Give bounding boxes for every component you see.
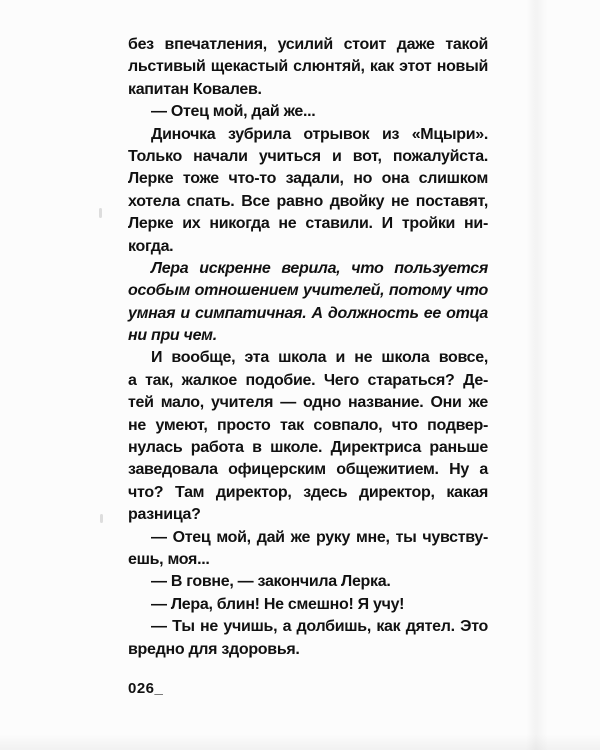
scan-bottom-shading xyxy=(0,734,600,750)
text-line: ни при чем. xyxy=(128,327,217,345)
text-line: — Отец мой, дай же... xyxy=(151,103,316,121)
paragraph xyxy=(128,616,488,661)
text-line: — Ты не учишь, а долбишь, как дятел. Это xyxy=(151,618,488,636)
text-line: тей мало, учителя — одно название. Они же xyxy=(128,394,488,412)
page-text xyxy=(128,34,488,661)
scan-speck xyxy=(99,208,102,218)
paragraph xyxy=(128,347,488,526)
scan-speck xyxy=(100,514,103,523)
text-line: без впечатления, усилий стоит даже такой xyxy=(128,36,488,53)
page-number: 026_ xyxy=(128,680,164,697)
scan-edge-shading xyxy=(526,0,548,750)
text-line: а так, жалкое подобие. Чего стараться? Де- xyxy=(128,371,488,389)
text-line: нулась работа в школе. Директриса раньше xyxy=(128,439,488,457)
text-line: не умеют, просто так совпало, что подвер- xyxy=(128,416,488,434)
paragraph xyxy=(128,124,488,258)
text-line: ешь, моя... xyxy=(128,550,210,568)
text-line: Лерке тоже что-то задали, но она слишком xyxy=(128,170,488,188)
paragraph xyxy=(128,527,488,572)
text-line: — В говне, — закончила Лерка. xyxy=(151,573,391,591)
text-line: — Отец мой, дай же руку мне, ты чувству- xyxy=(151,528,488,546)
paragraph xyxy=(128,34,488,101)
text-line: Лера искренне верила, что пользуется xyxy=(151,259,488,277)
text-line: Диночка зубрила отрывок из «Мцыри». xyxy=(151,125,488,143)
text-line: вредно для здоровья. xyxy=(128,640,300,658)
text-line: Лерке их никогда не ставили. И тройки ни- xyxy=(128,215,488,233)
text-line: что? Там директор, здесь директор, какая xyxy=(128,483,488,501)
text-line: умная и симпатичная. А должность ее отца xyxy=(128,304,488,322)
paragraph xyxy=(128,258,488,348)
paragraph xyxy=(128,594,488,616)
text-line: льстивый щекастый слюнтяй, как этот новый xyxy=(128,58,488,76)
text-line: хотела спать. Все равно двойку не поставят, xyxy=(128,192,488,210)
text-line: капитан Ковалев. xyxy=(128,80,262,98)
paragraph xyxy=(128,571,488,593)
text-line: Только начали учиться и вот, пожалуйста. xyxy=(128,147,488,165)
text-line: особым отношением учителей, потому что xyxy=(128,282,488,300)
text-line: когда. xyxy=(128,237,174,255)
text-line: разница? xyxy=(128,506,201,524)
paragraph xyxy=(128,101,488,123)
text-line: И вообще, эта школа и не школа вовсе, xyxy=(151,349,488,367)
text-line: заведовала офицерским общежитием. Ну а xyxy=(128,461,488,479)
text-line: — Лера, блин! Не смешно! Я учу! xyxy=(151,595,405,613)
